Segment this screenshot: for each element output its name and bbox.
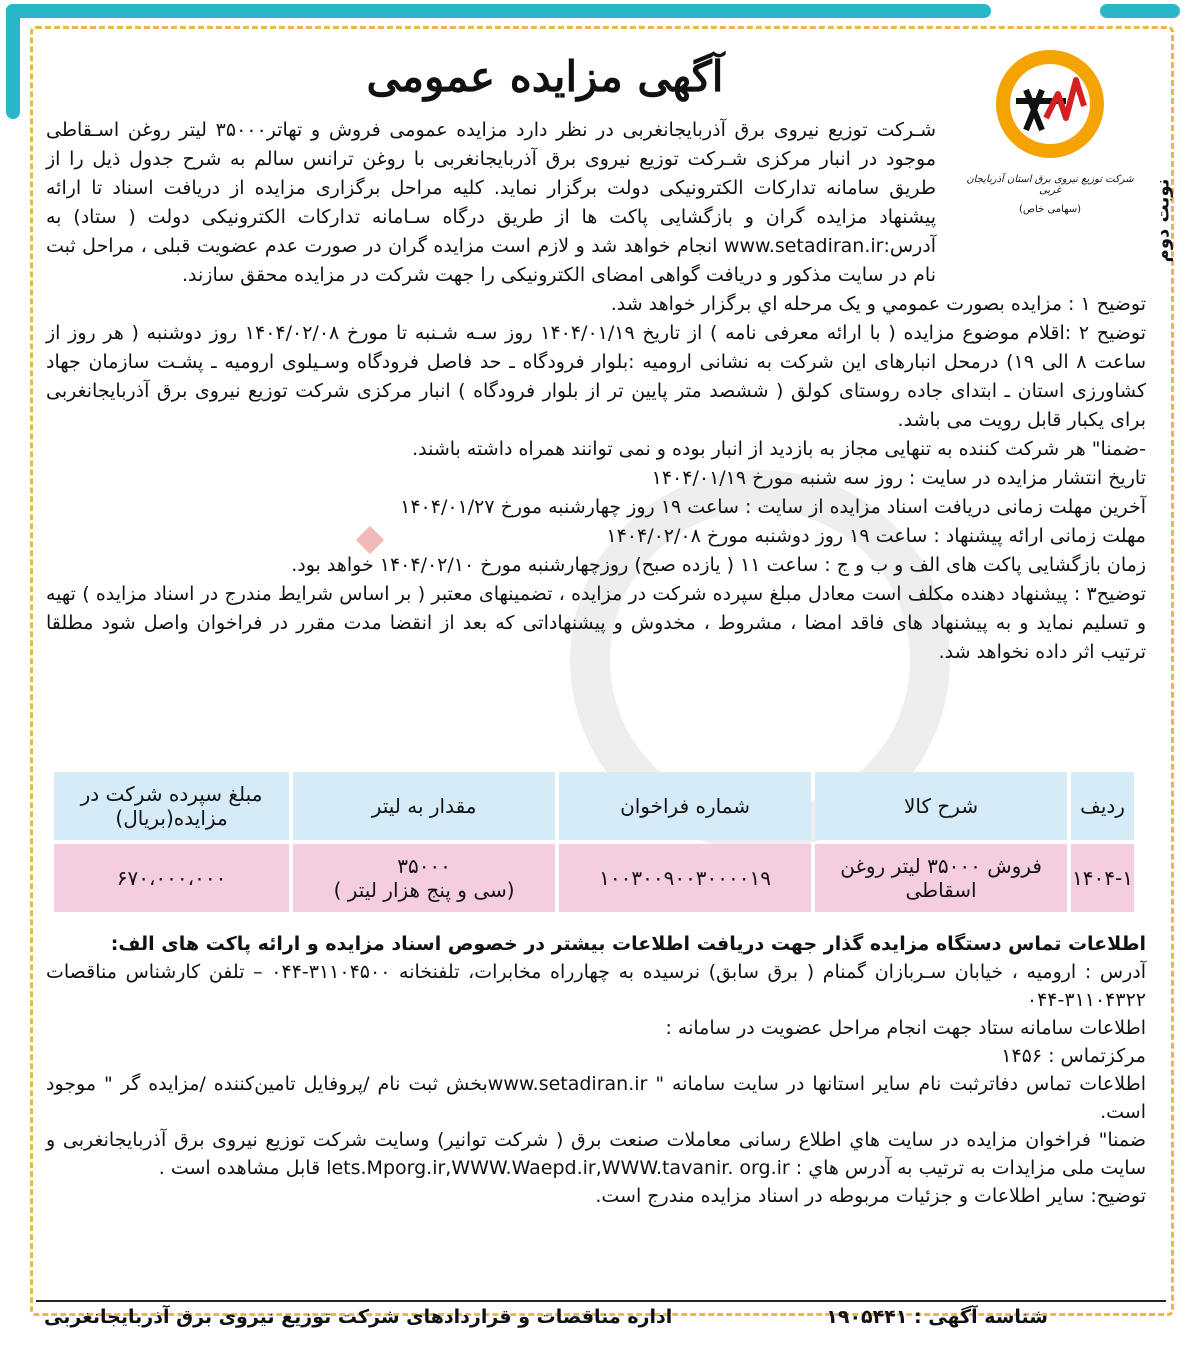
cell-call-number: ۱۰۰۳۰۰۹۰۰۳۰۰۰۰۱۹ xyxy=(559,844,811,912)
logo-company-name: شرکت توزیع نیروی برق استان آذربایجان غربی xyxy=(966,174,1134,196)
quantity-number: ۳۵۰۰۰ xyxy=(397,854,451,878)
header-call-number: شماره فراخوان xyxy=(559,772,811,840)
frame-left-bar xyxy=(6,4,20,119)
ad-id: شناسه آگهی : ۱۹۰۵۴۴۱ xyxy=(826,1306,1048,1328)
other-info: توضیح: سایر اطلاعات و جزئیات مربوطه در اسناد مزایده مندرج است. xyxy=(595,1185,1146,1207)
cell-quantity xyxy=(293,844,555,912)
quantity-words: (سی و پنج هزار لیتر ) xyxy=(333,878,515,902)
table-header-row xyxy=(54,772,1134,840)
date-publish: تاریخ انتشار مزایده در سایت : روز سه شنبه مورخ ۱۴۰۴/۰۱/۱۹ xyxy=(651,467,1146,489)
note-2: توضیح ۲ :اقلام موضوع مزایده ( با ارائه معرفی نامه ) از تاریخ ۱۴۰۴/۰۱/۱۹ روز سـه شـنبه تا مورخ ۱۴۰۴/۰۲/۰۸ روز دوشنبه ( هر روز از ساعت ۸ الی ۱۹) درمحل انبارهای این شرکت به نشانی ارومیه :بلوار فرودگاه ـ حد فاصل فرودگاه وسـیلوی ارومیه ـ پشـت سازمان جهاد کشاورزی استان ـ ابتدای جاده روستای کولق ( ششصد متر پایین تر از بلوار فرودگاه ) انبار مرکزی شرکت توزیع نیروی برق آذربایجانغربی برای یکبار قابل رویت می باشد. xyxy=(46,322,1146,431)
header-deposit: مبلغ سپرده شرکت در مزایده(بریال) xyxy=(54,772,289,840)
cell-radif: ۱۴۰۴-۱ xyxy=(1071,844,1134,912)
header-description: شرح کالا xyxy=(815,772,1067,840)
insertion-label: نوبت دوم xyxy=(1152,178,1174,262)
table-row xyxy=(54,844,1134,912)
contact-address: آدرس : ارومیه ، خیابان سـربازان گمنام ( برق سابق) نرسیده به چهارراه مخابرات، تلفنخانه ۳۱۱۰۴۵۰۰-۰۴۴ – تلفن کارشناس مناقصات ۳۱۱۰۴۳۲۲-۰۴۴ xyxy=(46,961,1146,1011)
cell-description: فروش ۳۵۰۰۰ لیتر روغن اسقاطی xyxy=(815,844,1067,912)
announcement-body xyxy=(46,116,1146,667)
footer-divider xyxy=(36,1300,1166,1302)
note-3: توضیح۳ : پیشنهاد دهنده مکلف است معادل مبلغ سپرده شرکت در مزایده ، تضمینهای معتبر ( بر اساس شرایط مندرج در اسناد مزایده ) تهیه و تسلیم نماید و به پیشنهاد های فاقد امضا ، مشروط ، مخدوش و پیشنهاداتی که بعد از انقضا مدت مقرر در فراخوان واصل شود مطلقا ترتیب اثر داده نخواهد شد. xyxy=(46,583,1146,663)
cell-deposit: ۶۷۰،۰۰۰،۰۰۰ xyxy=(54,844,289,912)
setad-heading: اطلاعات سامانه ستاد جهت انجام مراحل عضویت در سامانه : xyxy=(665,1017,1146,1039)
department-name: اداره مناقصات و قراردادهای شرکت توزیع نیروی برق آذربایجانغربی xyxy=(44,1306,673,1328)
date-opening: زمان بازگشایی پاکت های الف و ب و ج : ساعت ۱۱ ( یازده صبح) روزچهارشنبه مورخ ۱۴۰۴/۰۲/۱۰ خواهد بود. xyxy=(291,554,1146,576)
date-docs-deadline: آخرین مهلت زمانی دریافت اسناد مزایده از سایت : ساعت ۱۹ روز چهارشنبه مورخ ۱۴۰۴/۰۱/۲۷ xyxy=(400,496,1146,518)
contact-heading: اطلاعات تماس دستگاه مزایده گذار جهت دریافت اطلاعات بیشتر در خصوص اسناد مزایده و ارائه پاکت های الف: xyxy=(110,933,1146,955)
call-center: مرکزتماس : ۱۴۵۶ xyxy=(1001,1045,1146,1067)
note-1: توضیح ۱ : مزایده بصورت عمومي و یک مرحله اي برگزار خواهد شد. xyxy=(610,293,1146,315)
contact-section xyxy=(46,930,1146,1210)
items-table xyxy=(50,768,1138,916)
date-offer-deadline: مهلت زمانی ارائه پیشنهاد : ساعت ۱۹ روز دوشنبه مورخ ۱۴۰۴/۰۲/۰۸ xyxy=(606,525,1146,547)
logo-company-type: (سهامی خاص) xyxy=(1018,204,1082,215)
page-title: آگهی مزایده عمومی xyxy=(366,52,724,101)
frame-right-bar xyxy=(1100,4,1180,18)
intro-paragraph: شـرکت توزیع نیروی برق آذربایجانغربی در نظر دارد مزایده عمومی فروش و تهاتر۳۵۰۰۰ لیتر روغن اسـقاطی موجود در انبار مرکزی شـرکت توزیع نیروی برق آذربایجانغربی با روغن ترانس سالم به شرح جدول ذیل را از طریق سامانه تدارکات الکترونیکی دولت برگزار نماید. کلیه مراحل برگزاری مزایده از دریافت اسناد تا ارائه پیشنهاد مزایده گران و بازگشایی پاکت ها از طریق درگاه سـامانه تدارکات الکترونیکی دولت ( ستاد) به آدرس:www.setadiran.ir انجام خواهد شد و لازم است مزایده گران در صورت عدم عضویت قبلی ، مراحل ثبت نام در سایت مذکور و دریافت گواهی امضای الکترونیکی را جهت شرکت در مزایده محقق سازند. xyxy=(46,119,937,286)
offices-info: اطلاعات تماس دفاترثبت نام سایر استانها در سایت سامانه " www.setadiran.irبخش ثبت نام /پروفایل تامین‌کننده /مزایده گر " موجود است. xyxy=(46,1073,1146,1123)
frame-top-bar xyxy=(6,4,991,18)
note-visit: -ضمنا" هر شرکت کننده به تنهایی مجاز به بازدید از انبار بوده و نمی توانند همراه داشته باشند. xyxy=(412,438,1146,460)
websites-info: ضمنا" فراخوان مزایده در سایت هاي اطلاع رسانی معاملات صنعت برق ( شرکت توانیر) وسایت شرکت توزیع نیروی برق آذربایجانغربی و سایت ملی مزایدات به ترتیب به آدرس هاي : lets.Mporg.ir,WWW.Waepd.ir,WWW.tavanir. org.ir قابل مشاهده است . xyxy=(46,1129,1146,1179)
header-radif: ردیف xyxy=(1071,772,1134,840)
header-quantity: مقدار به لیتر xyxy=(293,772,555,840)
